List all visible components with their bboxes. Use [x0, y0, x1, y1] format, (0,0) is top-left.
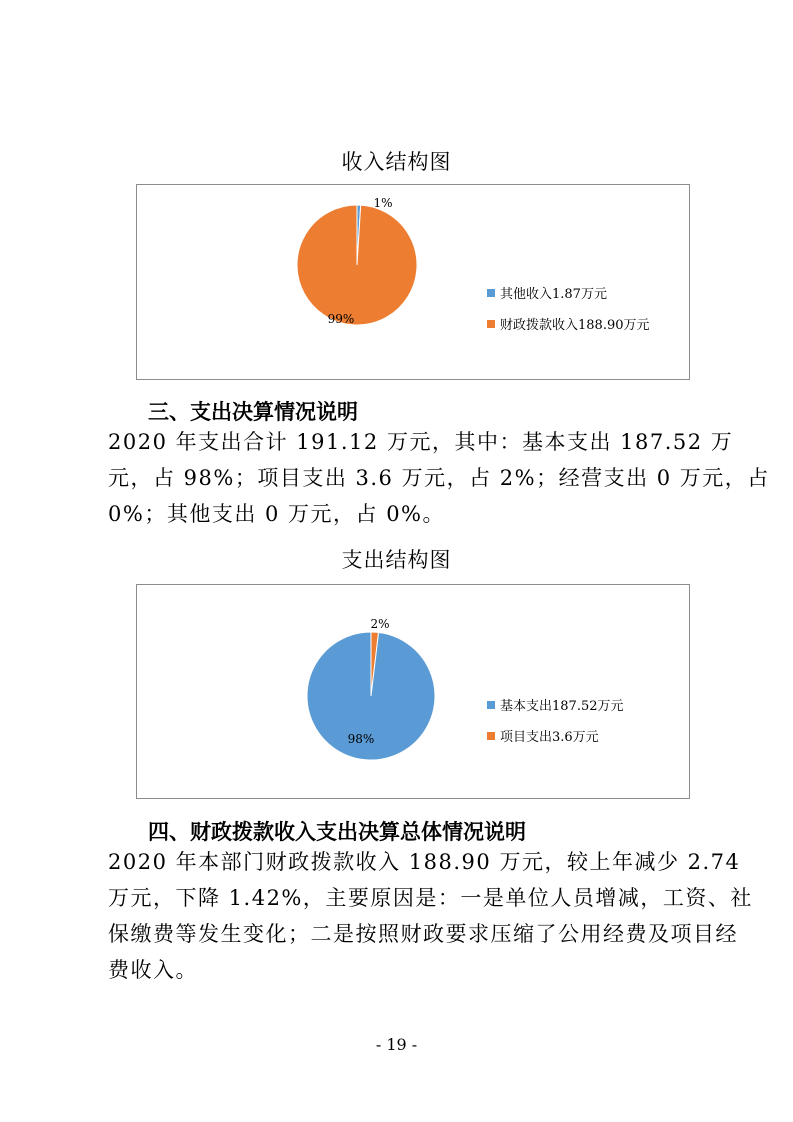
- legend-item-fiscal-income: [487, 314, 650, 333]
- section4-line: 保缴费等发生变化；二是按照财政要求压缩了公用经费及项目经: [108, 922, 738, 946]
- pie-data-label: 1%: [373, 196, 393, 210]
- section4-heading: 四、财政拨款收入支出决算总体情况说明: [148, 820, 526, 844]
- section3-line: 0%；其他支出 0 万元，占 0%。: [108, 502, 446, 526]
- page-number: - 19 -: [375, 1035, 418, 1054]
- expense-chart-title: 支出结构图: [341, 548, 452, 572]
- section4-paragraph: [108, 844, 753, 988]
- section3-paragraph: [108, 424, 770, 532]
- legend-swatch-other-income: [487, 289, 495, 297]
- section4-line: 万元，下降 1.42%，主要原因是：一是单位人员增减，工资、社: [108, 886, 753, 910]
- pie-data-label: 2%: [370, 617, 390, 631]
- legend-label-basic-expense: 基本支出187.52万元: [500, 699, 624, 714]
- section3-line: 2020 年支出合计 191.12 万元，其中：基本支出 187.52 万: [108, 430, 734, 454]
- pie-data-label: 98%: [347, 732, 375, 746]
- expense-pie-svg: [137, 585, 691, 800]
- legend-swatch-project-expense: [487, 732, 495, 740]
- income-chart-title: 收入结构图: [341, 150, 452, 174]
- legend-label-project-expense: 项目支出3.6万元: [500, 730, 599, 745]
- legend-item-basic-expense: [487, 695, 624, 714]
- section4-line: 2020 年本部门财政拨款收入 188.90 万元，较上年减少 2.74: [108, 850, 741, 874]
- pie-data-label: 99%: [327, 312, 355, 326]
- legend-swatch-basic-expense: [487, 701, 495, 709]
- income-pie-chart: [136, 184, 690, 380]
- legend-label-other-income: 其他收入1.87万元: [500, 287, 607, 302]
- expense-pie-chart: [136, 584, 690, 799]
- legend-item-other-income: [487, 283, 607, 302]
- pie-slice: [297, 205, 417, 325]
- legend-item-project-expense: [487, 726, 599, 745]
- legend-swatch-fiscal-income: [487, 320, 495, 328]
- section4-line: 费收入。: [108, 958, 198, 982]
- section3-line: 元，占 98%；项目支出 3.6 万元，占 2%；经营支出 0 万元，占: [108, 466, 770, 490]
- income-pie-svg: [137, 185, 691, 381]
- legend-label-fiscal-income: 财政拨款收入188.90万元: [500, 318, 650, 333]
- section3-heading: 三、支出决算情况说明: [148, 400, 358, 424]
